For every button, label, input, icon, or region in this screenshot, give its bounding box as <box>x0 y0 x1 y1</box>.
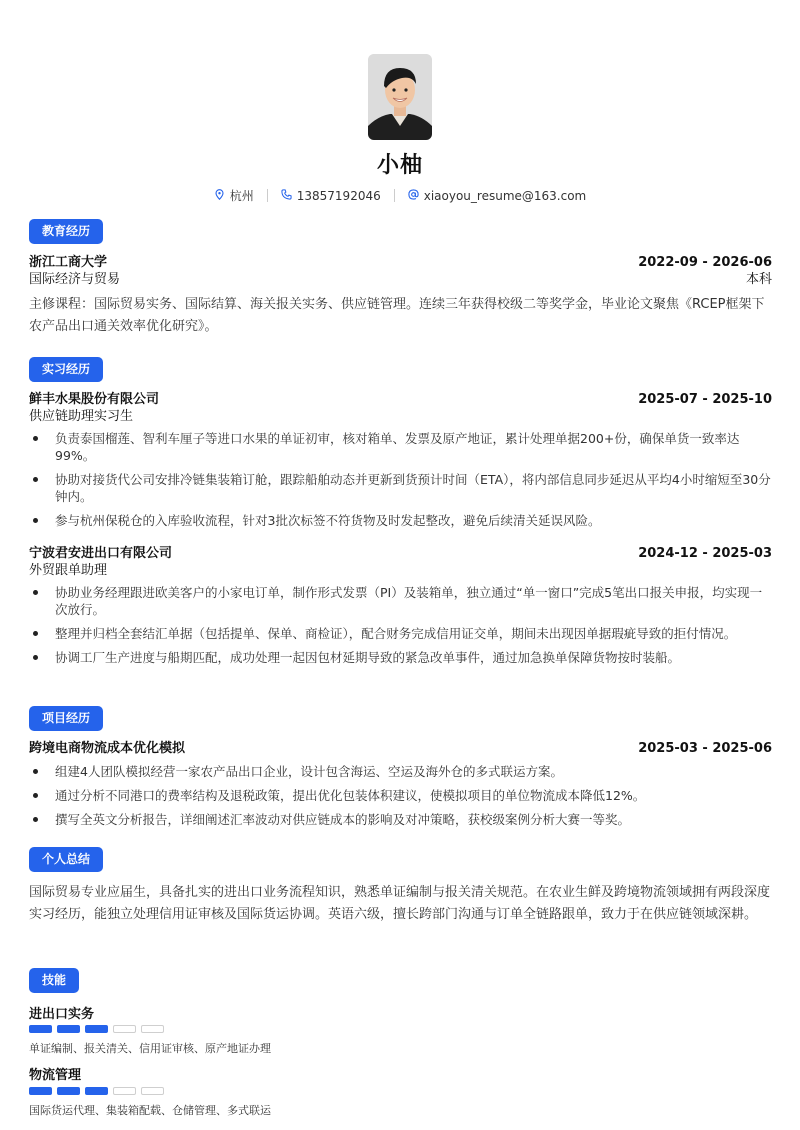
skill-level-segment <box>113 1025 136 1033</box>
project-period: 2025-03 - 2025-06 <box>638 741 772 756</box>
section-tag-summary: 个人总结 <box>29 847 103 872</box>
skill-name: 物流管理 <box>29 1068 82 1083</box>
school-name: 浙江工商大学 <box>29 255 108 270</box>
project-bullets <box>29 763 772 835</box>
skill-level-bar <box>29 1025 164 1033</box>
list-item: 协调工厂生产进度与船期匹配，成功处理一起因包材延期导致的紧急改单事件，通过加急换单保障货物按时装船。 <box>29 649 772 666</box>
resume-header <box>0 54 800 204</box>
list-item: 撰写全英文分析报告，详细阐述汇率波动对供应链成本的影响及对冲策略，获校级案例分析大赛一等奖。 <box>29 811 772 828</box>
project-title: 跨境电商物流成本优化模拟 <box>29 741 186 756</box>
list-item: 参与杭州保税仓的入库验收流程，针对3批次标签不符货物及时发起整改，避免后续清关延误风险。 <box>29 512 772 529</box>
skill-level-segment <box>141 1025 164 1033</box>
company-name: 宁波君安进出口有限公司 <box>29 546 173 561</box>
job-bullets <box>29 430 772 536</box>
skill-level-segment <box>113 1087 136 1095</box>
education-period: 2022-09 - 2026-06 <box>638 255 772 270</box>
candidate-name: 小柚 <box>376 153 423 178</box>
job-role-row <box>29 408 772 425</box>
section-tag-education: 教育经历 <box>29 219 103 244</box>
skill-level-segment <box>141 1087 164 1095</box>
degree: 本科 <box>745 272 772 287</box>
skill-level-bar <box>29 1087 164 1095</box>
education-description: 主修课程：国际贸易实务、国际结算、海关报关实务、供应链管理。连续三年获得校级二等奖学金，毕业论文聚焦《RCEP框架下农产品出口通关效率优化研究》。 <box>29 297 765 334</box>
contact-phone[interactable] <box>281 189 381 203</box>
summary-text: 国际贸易专业应届生，具备扎实的进出口业务流程知识，熟悉单证编制与报关清关规范。在农业生鲜及跨境物流领域拥有两段深度实习经历，能独立处理信用证审核及国际货运协调。英语六级，擅长跨部门沟通与订单全链路跟单，致力于在供应链领域深耕。 <box>29 885 771 922</box>
company-name: 鲜丰水果股份有限公司 <box>29 392 160 407</box>
section-tag-projects: 项目经历 <box>29 706 103 731</box>
skill-level-segment <box>85 1025 108 1033</box>
job-header-row <box>29 545 772 562</box>
list-item: 通过分析不同港口的费率结构及退税政策，提出优化包装体积建议，使模拟项目的单位物流成本降低12%。 <box>29 787 772 804</box>
project-header-row <box>29 740 772 757</box>
job-role-row <box>29 562 772 579</box>
section-tag-skills: 技能 <box>29 968 79 993</box>
job-role: 供应链助理实习生 <box>29 409 134 424</box>
email-text: xiaoyou_resume@163.com <box>423 188 587 203</box>
job-period: 2025-07 - 2025-10 <box>638 392 772 407</box>
list-item: 整理并归档全套结汇单据（包括提单、保单、商检证），配合财务完成信用证交单，期间未出现因单据瑕疵导致的拒付情况。 <box>29 625 772 642</box>
skill-level-segment <box>57 1025 80 1033</box>
skill-level-segment <box>29 1025 52 1033</box>
skill-name: 进出口实务 <box>29 1007 95 1022</box>
contact-email[interactable] <box>408 189 587 203</box>
skill-level-segment <box>57 1087 80 1095</box>
contact-city <box>214 187 254 204</box>
skill-level-segment <box>85 1087 108 1095</box>
job-period: 2024-12 - 2025-03 <box>638 546 772 561</box>
contact-divider <box>267 189 268 202</box>
avatar-photo <box>368 54 432 140</box>
list-item: 协助业务经理跟进欧美客户的小家电订单，制作形式发票（PI）及装箱单，独立通过“单一窗口”完成5笔出口报关申报，均实现一次放行。 <box>29 584 772 618</box>
list-item: 组建4人团队模拟经营一家农产品出口企业，设计包含海运、空运及海外仓的多式联运方案。 <box>29 763 772 780</box>
job-bullets <box>29 584 772 673</box>
job-role: 外贸跟单助理 <box>29 563 108 578</box>
contact-divider <box>394 189 395 202</box>
list-item: 负责泰国榴莲、智利车厘子等进口水果的单证初审，核对箱单、发票及原产地证，累计处理单据200+份，确保单货一致率达99%。 <box>29 430 772 464</box>
skill-description: 国际货运代理、集装箱配载、仓储管理、多式联运 <box>29 1104 271 1117</box>
phone-icon <box>281 189 292 203</box>
contact-bar <box>0 187 800 204</box>
location-pin-icon <box>214 189 225 203</box>
avatar <box>368 54 432 140</box>
education-sub-row <box>29 271 772 288</box>
section-tag-internships: 实习经历 <box>29 357 103 382</box>
education-header-row <box>29 254 772 271</box>
phone-text: 13857192046 <box>296 188 381 203</box>
city-text: 杭州 <box>229 189 254 203</box>
at-sign-icon <box>408 189 419 203</box>
major: 国际经济与贸易 <box>29 272 121 287</box>
skill-level-segment <box>29 1087 52 1095</box>
skill-description: 单证编制、报关清关、信用证审核、原产地证办理 <box>29 1042 271 1055</box>
job-header-row <box>29 391 772 408</box>
list-item: 协助对接货代公司安排冷链集装箱订舱，跟踪船舶动态并更新到货预计时间（ETA），将内部信息同步延迟从平均4小时缩短至30分钟内。 <box>29 471 772 505</box>
